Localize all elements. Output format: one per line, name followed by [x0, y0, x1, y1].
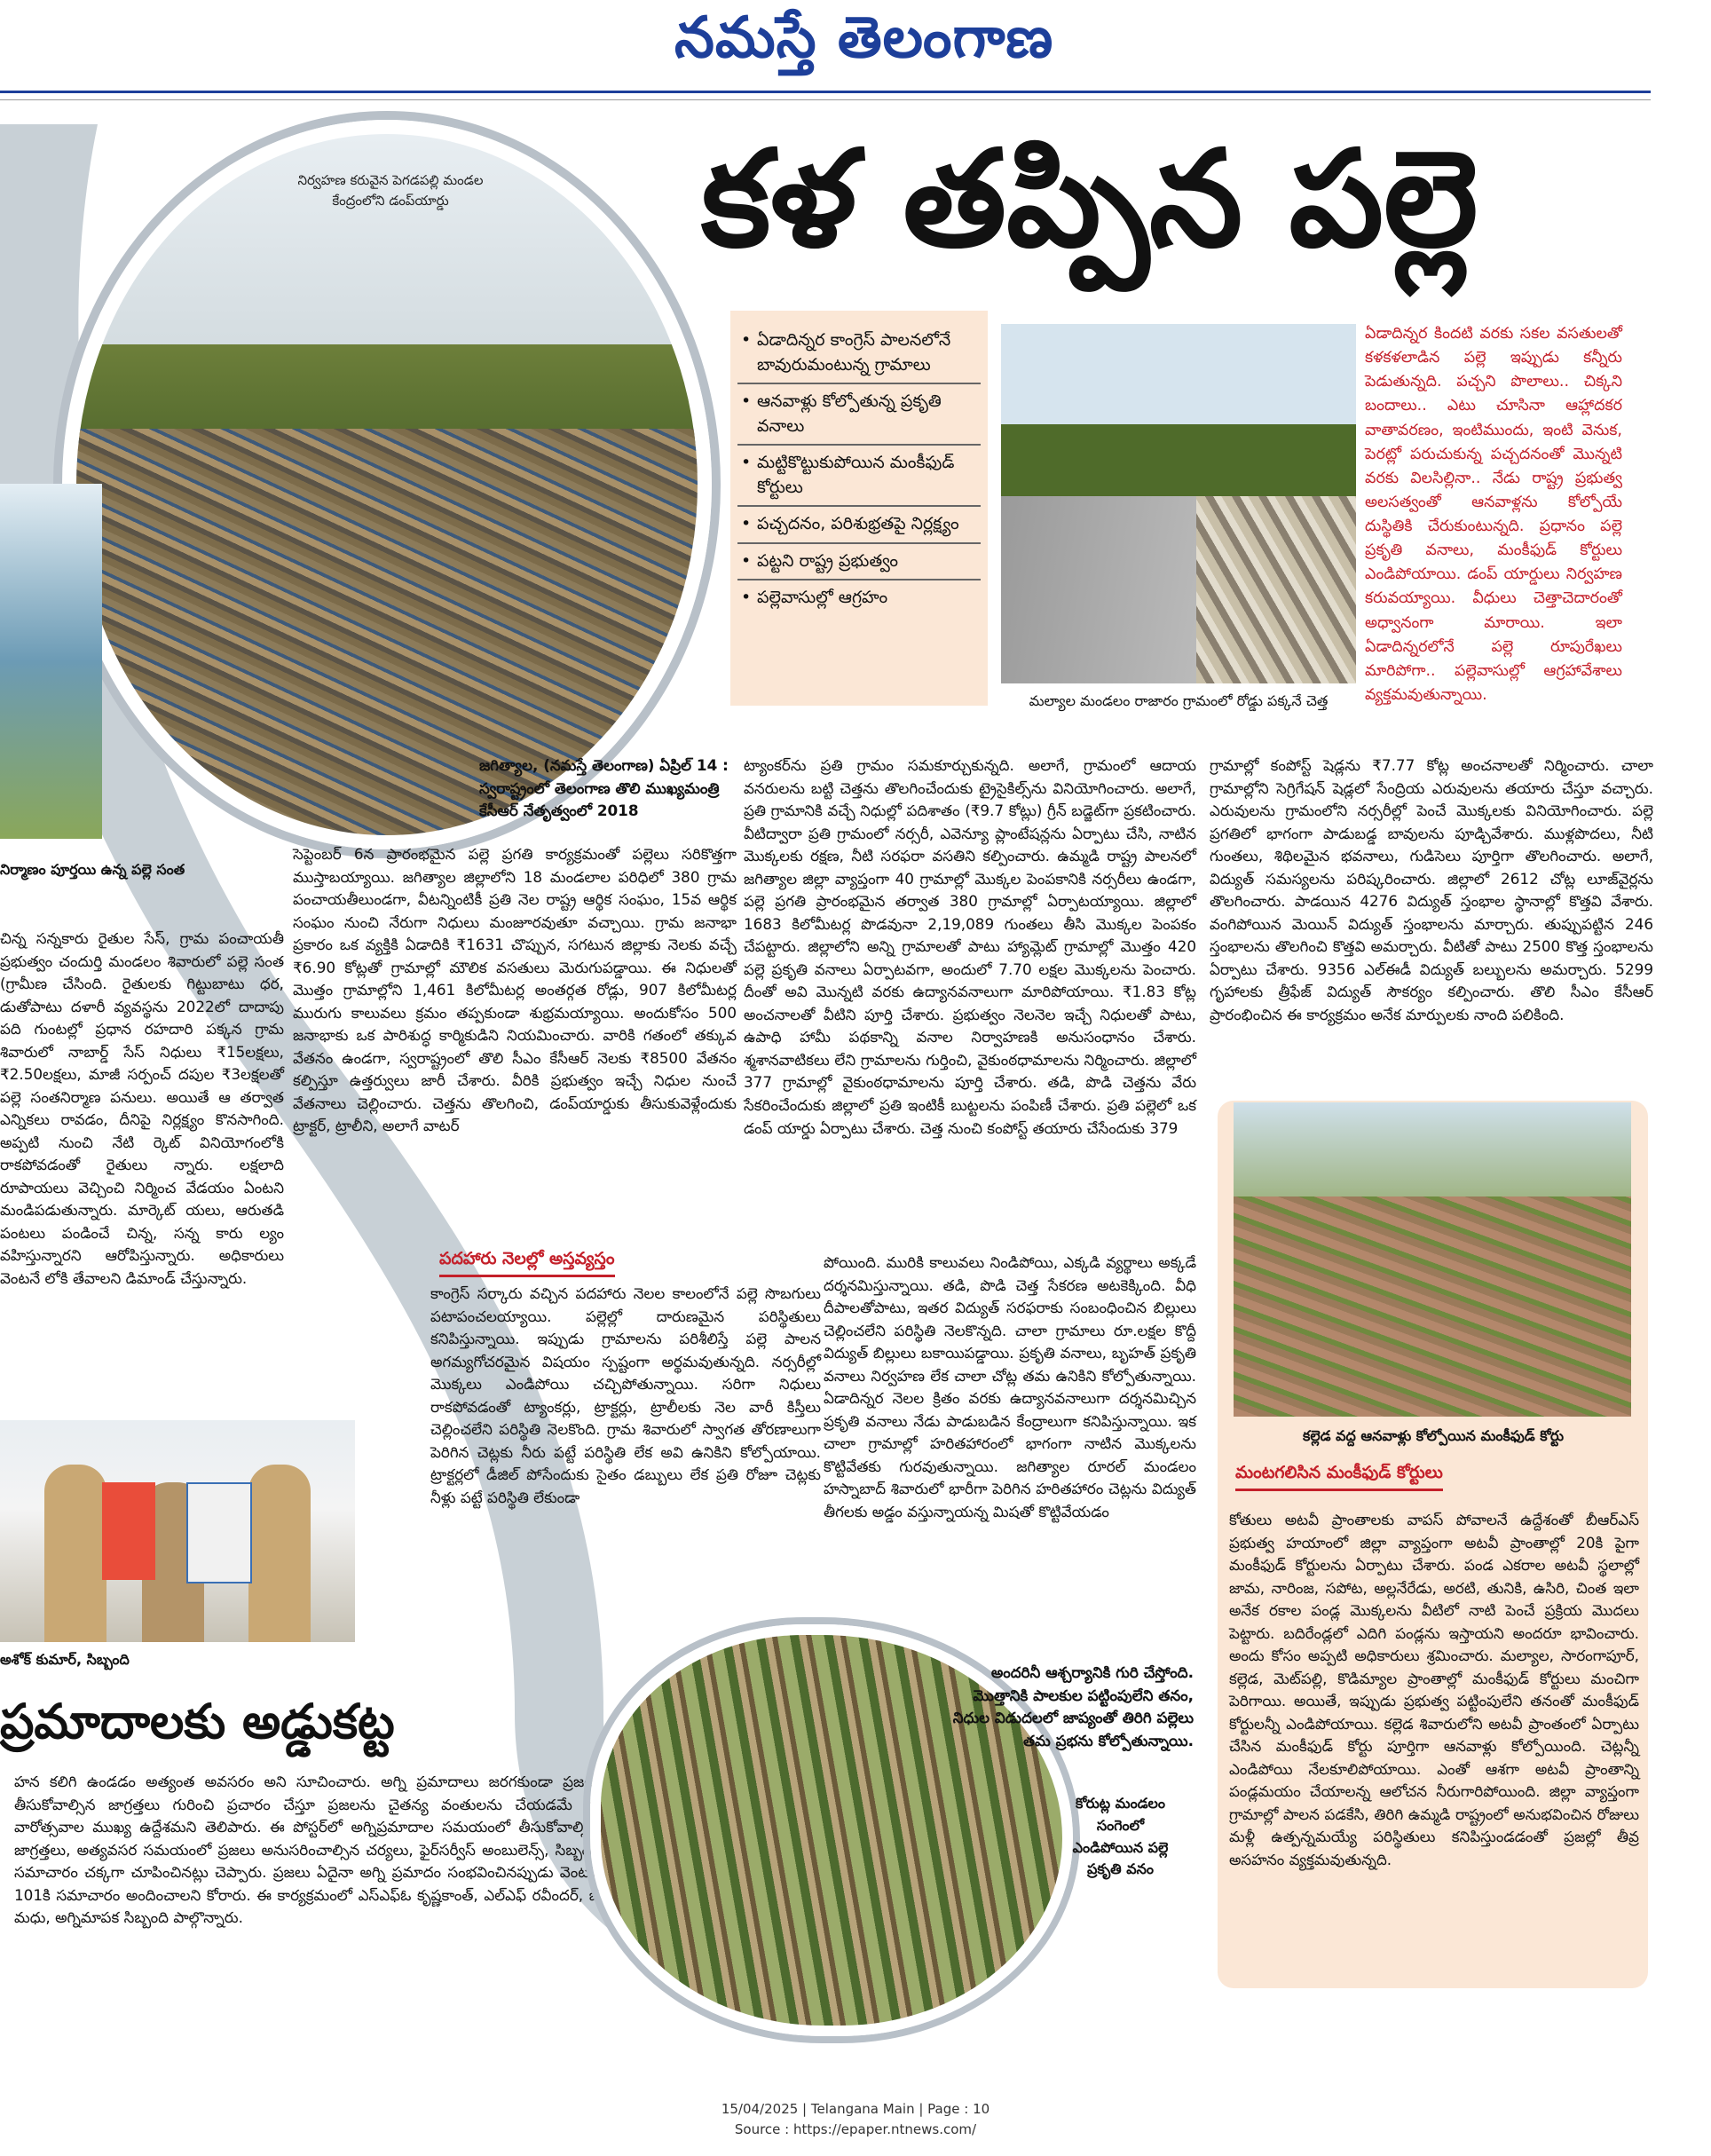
- masthead-rule-thin: [0, 99, 1651, 100]
- main-headline: కళ తప్పిన పల్లె: [701, 122, 1478, 277]
- market-photo-caption: నిర్మాణం పూర్తయి ఉన్న పల్లె సంత: [0, 861, 185, 878]
- monkey-food-court-caption: కల్లెడ వద్ద ఆనవాళ్లు కోల్పోయిన మంకీఫుడ్ కోర్టు: [1303, 1427, 1564, 1444]
- key-point: • పట్టని రాష్ట్ర ప్రభుత్వం: [737, 544, 981, 581]
- dumpyard-photo-caption: నిర్వహణ కరువైన పెగడపల్లి మండల కేంద్రంలోని డంప్‌యార్డు: [297, 172, 484, 209]
- nature-park-caption: కోరుట్ల మండలం సంగెంలో ఎండిపోయిన పల్లె ప్రకృతి వనం: [1072, 1795, 1169, 1878]
- article-column-5: పోయింది. మురికి కాలువలు నిండిపోయి, ఎక్కడి వ్యర్థాలు అక్కడే దర్శనమిస్తున్నాయి. తడి, పొడి చెత్త సేకరణ అటకెక్కింది. వీధి దీపాలతోపాటు, ఇతర విద్యుత్ సరఫరాకు సంబంధించిన బిల్లులు చెల్లించలేని పరిస్థితి నెలకొన్నది. చాలా గ్రామాలు రూ.లక్షల కొద్దీ విద్యుత్ బిల్లులు బకాయిపడ్డాయి. ప్రకృతి వనాలు, బృహత్ ప్రకృతి వనాలు నిర్వహణ లేక చాలా చోట్ల తమ ఉనికిని కోల్పోతున్నాయి. ఏడాదిన్నర నెలల క్రితం వరకు ఉద్యానవనాలుగా దర్శనమిచ్చిన ప్రకృతి వనాలు నేడు పాడుబడిన కేంద్రాలుగా కనిపిస్తున్నాయి. ఇక చాలా గ్రామాల్లో హరితహారంలో భాగంగా నాటిన మొక్కలను కొట్టివేతకు గురవుతున్నాయి. జగిత్యాల రూరల్ మండలం హస్నాబాద్ శివారులో భారీగా పెరిగిన హరితహారం చెట్లను విద్యుత్ తీగలకు అడ్డం వస్తున్నాయన్న మిషతో కొట్టివేయడం: [824, 1253, 1196, 1520]
- fire-safety-column: హన కలిగి ఉండడం అత్యంత అవసరం అని సూచించారు. అగ్ని ప్రమాదాలు జరగకుండా ప్రజలు తీసుకోవాల్సిన జాగ్రత్తలు గురించి ప్రచారం చేస్తూ ప్రజలను చైతన్య వంతులను చేయడమే ఈ వారోత్సవాల ముఖ్య ఉద్దేశమని తెలిపారు. ఈ పోస్టర్‌లో అగ్నిప్రమాదాల సమయంలో తీసుకోవాల్సిన జాగ్రత్తలు, అత్యవసర సమయంలో ప్రజలు అనుసరించాల్సిన చర్యలు, ఫైర్‌సర్వీస్ అంబులెన్స్, సిబ్బంది సమాచారం చక్కగా చూపించినట్లు చెప్పారు. ప్రజలు ఏదైనా అగ్ని ప్రమాదం సంభవించినప్పుడు వెంటనే 101కి సమాచారం అందించాలని కోరారు. ఈ కార్యక్రమంలో ఎస్ఎఫ్ఓ కృష్ణకాంత్, ఎల్ఎఫ్ రవీందర్, జీ మధు, అగ్నిమాపక సిబ్బంది పాల్గొన్నారు.: [14, 1773, 600, 1927]
- article-column-1: సెప్టెంబర్ 6న ప్రారంభమైన పల్లె ప్రగతి కార్యక్రమంతో పల్లెలు సరికొత్తగా ముస్తాబయ్యాయి. జగిత్యాల జిల్లాలోని 18 మండలాల పరిధిలో 380 గ్రామ పంచాయతీలుండగా, వీటన్నింటికీ ప్రతి నెల రాష్ట్ర ఆర్థిక సంఘం, 15వ ఆర్థిక సంఘం నుంచి నేరుగా నిధులు మంజూరవుతూ వచ్చాయి. గ్రామ జనాభా ప్రకారం ఒక వ్యక్తికి ఏడాదికి ₹1631 చొప్పున, సగటున జిల్లాకు నెలకు వచ్చే ₹6.90 కోట్లతో గ్రామాల్లో మౌలిక వసతులు మెరుగుపడ్డాయి. ఈ నిధులతో మొత్తం గ్రామాల్లోని 1,461 కిలోమీటర్ల అంతర్గత రోడ్లు, 907 కిలోమీటర్ల మురుగు కాలువలు క్రమం తప్పకుండా శుభ్రమయ్యాయి. అందుకోసం 500 జనాభాకు ఒక పారిశుద్ధ కార్మికుడిని నియమించారు. వారికి గతంలో తక్కువ వేతనం ఉండగా, స్వరాష్ట్రంలో తొలి సీఎం కేసీఆర్ నెలకు ₹8500 వేతనం కల్పిస్తూ ఉత్తర్వులు జారీ చేశారు. వీరికి ప్రభుత్వం ఇచ్చే నిధుల నుంచే వేతనాలు చెల్లించారు. చెత్తను తొలగించి, డంప్‌యార్డుకు తీసుకువెళ్లేందుకు ట్రాక్టర్, ట్రాలీని, అలాగే వాటర్: [293, 845, 737, 1135]
- fire-safety-poster-photo: [0, 1420, 355, 1642]
- key-points-box: [730, 311, 988, 706]
- key-point: • ఆనవాళ్లు కోల్పోతున్న ప్రకృతి వనాలు: [737, 384, 981, 446]
- article-column-2: ట్యాంకర్‌ను ప్రతి గ్రామం సమకూర్చుకున్నది. అలాగే, గ్రామంలో ఆదాయ వనరులను బట్టి చెత్తను తొలగించేందుకు ట్రైసైకిల్స్‌ను వినియోగించారు. అలాగే, ప్రతి గ్రామానికి వచ్చే నిధుల్లో పదిశాతం (₹9.7 కోట్లు) గ్రీన్ బడ్జెట్‌గా ప్రకటించారు. వీటిద్వారా ప్రతి గ్రామంలో నర్సరీ, ఎవెన్యూ ప్లాంటేషన్లను ఏర్పాటు చేసి, నాటిన మొక్కలకు రక్షణ, నీటి సరఫరా వసతిని కల్పించారు. ఉమ్మడి రాష్ట్ర పాలనలో జగిత్యాల జిల్లా వ్యాప్తంగా 40 గ్రామాల్లో మొక్కల పెంపకానికి నర్సరీలు ఉండగా, పల్లె ప్రగతి ప్రారంభమైన తర్వాత 380 గ్రామాల్లో ఏర్పాటయ్యాయి. జిల్లాలో 1683 కిలోమీటర్ల పొడవునా 2,19,089 గుంతలు తీసి మొక్కల పెంపకం చేపట్టారు. జిల్లాలోని అన్ని గ్రామాలతో పాటు హ్యామ్లెట్ గ్రామాల్లో మొత్తం 420 పల్లె ప్రకృతి వనాలు ఏర్పాటవగా, అందులో 7.70 లక్షల మొక్కలను పెంచారు. దీంతో అవి మొన్నటి వరకు ఉద్యానవనాలుగా మారిపోయాయి. ₹1.83 కోట్ల అంచనాలతో వీటిని పూర్తి చేశారు. ప్రభుత్వం నెలనెల ఇచ్చే నిధులతో పాటు, ఉపాధి హామీ పథకాన్ని వనాల నిర్వాహణకి అనుసంధానం చేశారు. శ్మశానవాటికలు లేని గ్రామాలను గుర్తించి, వైకుంఠధామాలను నిర్మించారు. జిల్లాలో 377 గ్రామాల్లో వైకుంఠధామాలను పూర్తి చేశారు. తడి, పొడి చెత్తను వేరు సేకరించేందుకు జిల్లాలో ప్రతి ఇంటికీ బుట్టలను పంపిణీ చేశారు. ప్రతి పల్లెలో ఒక డంప్ యార్డు ఏర్పాటు చేశారు. చెత్త నుంచి కంపోస్ట్ తయారు చేసేందుకు 379: [744, 756, 1196, 1137]
- left-story-column: చిన్న సన్నకారు రైతుల సేస్, గ్రామ పంచాయతీ ప్రభుత్వం చందుర్తి మండలం శివారులో పల్లె సంత (గ్రామీణ చేసింది. రైతులకు గిట్టుబాటు ధర, డుతోపాటు దళారీ వ్యవస్థను 2022లో దాదాపు పది గుంటల్లో ప్రధాన రహదారి పక్కన గ్రామ శివారులో నాబార్డ్ సేస్ నిధులు ₹15లక్షలు, ₹2.50లక్షలు, మాజీ సర్పంచ్ దపుల ₹3లక్షలతో పల్లె సంతనిర్మాణ పనులు. అయితే ఆ తర్వాత ఎన్నికలు రావడం, దీనిపై నిర్లక్ష్యం కొనసాగింది. అప్పటి నుంచి నేటి ర్కెట్ వినియోగంలోకి రాకపోవడంతో రైతులు న్నారు. లక్షలాది రూపాయలు వెచ్చించి నిర్మించ వేడయం ఏంటని మండిపడుతున్నారు. మార్కెట్ యలు, ఆరుతడి పంటలు పండించే చిన్న, సన్న కారు ల్యం వహిస్తున్నారని ఆరోపిస్తున్నారు. అధికారులు వెంటనే లోకి తేవాలని డిమాండ్ చేస్తున్నారు.: [0, 929, 284, 1287]
- footer-date-page: 15/04/2025 | Telangana Main | Page : 10: [721, 2101, 990, 2117]
- key-point: • పల్లెవాసుల్లో ఆగ్రహం: [737, 580, 981, 616]
- subheading-monkey-food-courts: మంటగలిసిన మంకీఫుడ్ కోర్టులు: [1235, 1463, 1443, 1491]
- intro-paragraph: ఏడాదిన్నర కిందటి వరకు సకల వసతులతో కళకళలాడిన పల్లె ఇప్పుడు కన్నీరు పెడుతున్నది. పచ్చని పొలాలు.. చిక్కని బందాలు.. ఎటు చూసినా ఆహ్లాదకర వాతావరణం, ఇంటిముందు, ఇంటి వెనుక, పెరట్లో పరుచుకున్న పచ్చదనంతో మొన్నటి వరకు విలసిల్లినా.. నేడు రాష్ట్ర ప్రభుత్వ అలసత్వంతో ఆనవాళ్లను కోల్పోయే దుస్థితికి చేరుకుంటున్నది. ప్రధానం పల్లె ప్రకృతి వనాలు, మంకీఫుడ్ కోర్టులు ఎండిపోయాయి. డంప్ యార్డులు నిర్వహణ కరువయ్యాయి. వీధులు చెత్తాచెదారంతో అధ్వానంగా మారాయి. ఇలా ఏడాదిన్నరలోనే పల్లె రూపురేఖలు మారిపోగా.. పల్లెవాసుల్లో ఆగ్రహావేశాలు వ్యక్తమవుతున్నాయి.: [1365, 325, 1622, 704]
- market-photo-strip: [0, 484, 102, 839]
- article-column-3: గ్రామాల్లో కంపోస్ట్ షెడ్లను ₹7.77 కోట్ల అంచనాలతో నిర్మించారు. చాలా గ్రామాల్లోని సెగ్రిగేషన్ షెడ్లలో సేంద్రియ ఎరువులను తయారు చేస్తూ వచ్చారు. ఎరువులను గ్రామంలోని నర్సరీల్లో పెంచే మొక్కలకు వినియోగించారు. పల్లె ప్రగతిలో భాగంగా పాడుబడ్డ బావులను పూడ్చివేశారు. ముళ్లపొదలు, నీటి గుంతలు, శిథిలమైన భవనాలు, గుడిసెలు పూర్తిగా తొలగించారు. అలాగే, విద్యుత్ సమస్యలను పరిష్కరించారు. జిల్లాలో 2612 చోట్ల లూజ్‌వైర్లను తొలగించారు. పాడయిన 4276 విద్యుత్ స్తంభాల స్థానాల్లో కొత్తవి వేశారు. వంగిపోయిన మెయిన్ విద్యుత్ స్తంభాలను మార్చారు. తుప్పుపట్టిన 246 స్తంభాలను తొలగించి కొత్తవి అమర్చారు. వీటితో పాటు 2500 కొత్త స్తంభాలను ఏర్పాటు చేశారు. 9356 ఎల్‌ఈడీ విద్యుత్ బల్బులను అమర్చారు. 5299 గృహాలకు త్రీఫేజ్ విద్యుత్ సౌకర్యం కల్పించారు. తొలి సీఎం కేసీఆర్ ప్రారంభించిన ఈ కార్యక్రమం అనేక మార్పులకు నాంది పలికింది.: [1210, 756, 1653, 1023]
- dumpyard-photo: [62, 120, 712, 849]
- fire-safety-headline: ప్రమాదాలకు అడ్డుకట్ట: [0, 1694, 395, 1749]
- footer-source-link[interactable]: Source : https://epaper.ntnews.com/: [734, 2120, 977, 2137]
- monkey-food-court-photo: [1234, 1102, 1631, 1417]
- masthead-rule: [0, 91, 1651, 93]
- page-footer: [0, 2099, 1711, 2139]
- poster-photo-caption: అశోక్ కుమార్, సిబ్బంది: [0, 1651, 130, 1668]
- key-point: • పచ్చదనం, పరిశుభ్రతపై నిర్లక్ష్యం: [737, 507, 981, 544]
- dateline: జగిత్యాల, (నమస్తే తెలంగాణ) ఏప్రిల్ 14 : స్వరాష్ట్రంలో తెలంగాణ తొలి ముఖ్యమంత్రి కేసీఆర్ నేతృత్వంలో 2018: [479, 756, 729, 820]
- masthead-logo: నమస్తే తెలంగాణ: [674, 5, 1054, 71]
- key-point: • మట్టికొట్టుకుపోయిన మంకీఫుడ్ కోర్టులు: [737, 446, 981, 507]
- key-point: • ఏడాదిన్నర కాంగ్రెస్ పాలనలోనే బావురుమంటున్న గ్రామాలు: [737, 323, 981, 384]
- roadside-garbage-photo: [1001, 324, 1356, 683]
- article-column-4: కాంగ్రెస్ సర్కారు వచ్చిన పదహారు నెలల కాలంలోనే పల్లె సొబగులు పటాపంచలయ్యాయి. పల్లెల్లో దారుణమైన పరిస్థితులు కనిపిస్తున్నాయి. ఇప్పుడు గ్రామాలను పరిశీలిస్తే పల్లె పాలన అగమ్యగోచరమైన విషయం స్పష్టంగా అర్థమవుతున్నది. నర్సరీల్లో మొక్కలు ఎండిపోయి చచ్చిపోతున్నాయి. సరిగా నిధులు రాకపోవడంతో ట్యాంకర్లు, ట్రాక్టర్లు, ట్రాలీలకు నెల వారీ కిస్తీలు చెల్లించలేని పరిస్థితి నెలకొంది. గ్రామ శివారులో స్వాగత తోరణాలుగా పెరిగిన చెట్లకు నీరు పట్టే పరిస్థితి లేక అవి ఉనికిని కోల్పోయాయి. ట్రాక్టర్లలో డీజిల్ పోసేందుకు సైతం డబ్బులు లేక ప్రతి రోజూ చెట్లకు నీళ్లు పట్టే పరిస్థితి లేకుండా: [430, 1284, 821, 1506]
- monkey-food-court-column: కోతులు అటవీ ప్రాంతాలకు వాపస్ పోవాలనే ఉద్దేశంతో బీఆర్ఎస్ ప్రభుత్వ హయాంలో జిల్లా వ్యాప్తంగా అటవీ ప్రాంతాల్లో 20కి పైగా మంకీఫుడ్ కోర్టులను ఏర్పాటు చేశారు. పండ ఎకరాల అటవీ స్థలాల్లో జామ, నారింజ, సపోట, అల్లనేరేడు, అరటి, తునికి, ఉసిరి, చింత ఇలా అనేక రకాల పండ్ల మొక్కలను వీటిలో నాటి పెంచే ప్రక్రియ మొదలు పెట్టారు. బదిరేండ్లలో ఎదిగి పండ్లను ఇస్తాయని అందరూ భావించారు. అందు కోసం అప్పటి అధికారులు శ్రమించారు. మల్యాల, సారంగాపూర్, కల్లెడ, మెట్‌పల్లి, కొడిమ్యాల ప్రాంతాల్లో మంకీఫుడ్ కోర్టులు మంచిగా పెరిగాయి. అయితే, ఇప్పుడు ప్రభుత్వ పట్టింపులేని తనంతో మంకీఫుడ్ కోర్టులన్నీ ఎండిపోయాయి. కల్లెడ శివారులోని అటవీ ప్రాంతంలో ఏర్పాటు చేసిన మంకీఫుడ్ కోర్టు పూర్తిగా ఆనవాళ్లు కోల్పోయింది. చెట్లన్నీ ఎండిపోయి నేలకూలిపోయాయి. ఎంతో ఆశగా అటవీ ప్రాంతాన్ని పండ్లమయం చేయాలన్న ఆలోచన నీరుగారిపోయింది. జిల్లా వ్యాప్తంగా గ్రామాల్లో పాలన పడకేసి, తిరిగి ఉమ్మడి రాష్ట్రంలో అనుభవించిన రోజులు మళ్లీ ఉత్పన్నమయ్యే పరిస్థితులు కనిపిస్తుండడంతో ప్రజల్లో తీవ్ర అసహనం వ్యక్తమవుతున్నది.: [1229, 1511, 1639, 1868]
- roadside-photo-caption: మల్యాల మండలం రాజారం గ్రామంలో రోడ్డు పక్కనే చెత్త: [1029, 692, 1329, 709]
- subheading-sixteen-months: పదహారు నెలల్లో అస్తవ్యస్తం: [439, 1249, 615, 1277]
- article-closing: అందరినీ ఆశ్చర్యానికి గురి చేస్తోంది. మొత్తానికి పాలకుల పట్టింపులేని తనం, నిధుల విడుదలలో జాప్యంతో తిరిగి పల్లెలు తమ ప్రభను కోల్పోతున్నాయి.: [952, 1663, 1194, 1749]
